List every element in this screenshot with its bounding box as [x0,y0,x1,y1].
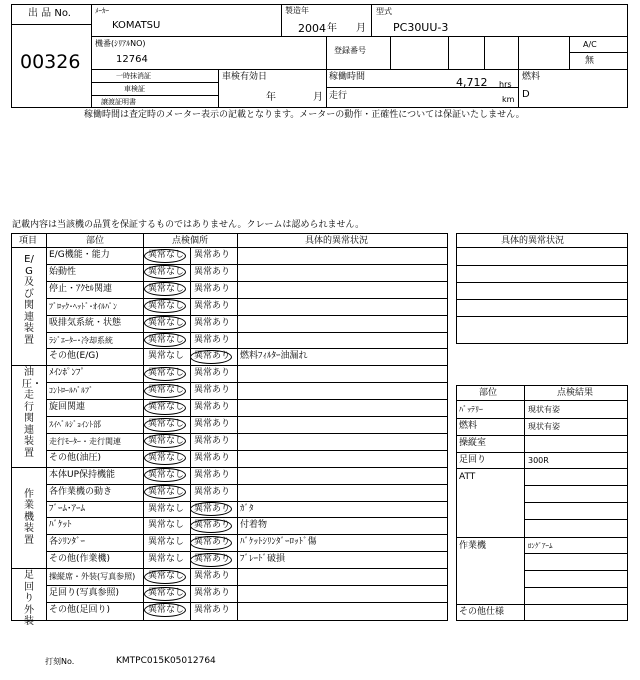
col-detail-header: 具体的異常状況 [305,236,369,246]
ac-value: 無 [585,56,595,66]
ok-option: 異常なし [148,452,185,463]
ng-option: 異常あり [194,435,231,446]
right-row-part: 足回り [459,455,487,465]
group-label: 油圧・走行関連装置 [22,367,42,459]
ng-option: 異常あり [194,554,231,565]
ok-option: 異常なし [148,250,185,260]
ng-option: 異常あり [194,604,231,615]
ng-option: 異常あり [194,266,231,277]
right-detail-header: 具体的異常状況 [501,236,565,246]
col-item-header: 項目 [19,236,38,246]
ng-option: 異常あり [194,283,231,294]
row-part: その他(油圧) [49,452,102,463]
year-value: 2004 [298,22,326,35]
inspection-month-unit: 月 [313,92,323,103]
ok-option: 異常なし [148,571,185,582]
ok-option: 異常なし [148,537,185,548]
selected-circle-mark [190,350,232,364]
ng-option: 異常あり [194,571,231,582]
model-label: 型式 [376,7,392,16]
row-part: 走行ﾓｰﾀｰ・走行関連 [49,436,121,446]
temp-permit-label: 一時抹消証 [116,72,151,80]
row-part: その他(作業機) [49,554,111,565]
ng-option: 異常あり [194,520,231,531]
ok-option: 異常なし [148,300,185,311]
ok-option: 異常なし [148,317,185,328]
right-result-box [456,385,628,621]
row-detail: 燃料ﾌｨﾙﾀｰ油漏れ [240,351,308,362]
other-spec-label: その他仕様 [459,607,505,617]
row-part: E/G機能・能力 [49,250,110,260]
ng-option: 異常あり [194,351,231,362]
row-detail: ﾌﾞﾚｰﾄﾞ破損 [240,554,286,565]
selected-circle-mark [144,587,186,601]
maker-label: ﾒｰｶｰ [95,7,109,15]
ok-option: 異常なし [148,604,185,615]
ng-option: 異常あり [194,452,231,463]
ok-option: 異常なし [148,334,185,345]
ng-option: 異常あり [194,300,231,311]
maker-value: KOMATSU [112,20,161,31]
car-cert-label: 車検証 [124,85,145,93]
model-value: PC30UU-3 [393,21,449,34]
serial-label: 機番(ｼﾘｱﾙNO) [95,39,146,48]
selected-circle-mark [144,249,186,263]
row-part: ｺﾝﾄﾛｰﾙﾊﾞﾙﾌﾞ [49,386,93,396]
inspection-label: 車検有効日 [222,72,268,82]
hours-unit: hrs [499,80,512,89]
fuel-label: 燃料 [522,72,541,82]
row-part: 吸排気系統・状態 [49,317,122,328]
row-part: ﾒｲﾝﾎﾟﾝﾌﾟ [49,368,86,379]
transfer-cert-label: 譲渡証明書 [101,98,136,106]
row-part: ﾌﾞﾛｯｸ･ﾍｯﾄﾞ･ｵｲﾙﾊﾟﾝ [49,301,117,311]
work-attachment-label: 作業機 [459,541,487,551]
row-part: ｽｲﾍﾞﾙｼﾞｮｲﾝﾄ部 [49,420,101,429]
selected-circle-mark [190,519,232,533]
ng-option: 異常あり [194,503,231,514]
right-row-part: 操縦室 [459,438,487,448]
ng-option: 異常あり [194,385,231,396]
ok-option: 異常なし [148,402,185,413]
ng-option: 異常あり [194,588,231,598]
month-unit: 月 [356,23,366,34]
selected-circle-mark [144,316,186,330]
selected-circle-mark [144,401,186,415]
selected-circle-mark [144,570,186,584]
ng-option: 異常あり [194,334,231,345]
group-label: 作業機装置 [24,488,34,546]
row-part: その他(E/G) [49,351,99,362]
ok-option: 異常なし [148,368,185,379]
mileage-label: 走行 [329,91,348,101]
right-col-part-header: 部位 [479,388,498,398]
ok-option: 異常なし [148,419,185,429]
selected-circle-mark [144,367,186,381]
fuel-value: D [522,89,530,100]
ng-option: 異常あり [194,486,231,497]
ok-option: 異常なし [148,351,185,362]
group-label: 足回り外装 [24,570,34,628]
ok-option: 異常なし [148,503,185,514]
row-part: ﾗｼﾞｴｰﾀｰ･冷却系統 [49,335,113,345]
selected-circle-mark [190,502,232,516]
ok-option: 異常なし [148,588,185,598]
ng-option: 異常あり [194,537,231,548]
ok-option: 異常なし [148,266,185,277]
km-unit: km [502,95,515,104]
reg-no-label: 登録番号 [334,46,366,55]
row-part: 各ｼﾘﾝﾀﾞｰ [49,537,86,548]
stamp-number: KMTPC015K05012764 [116,656,216,666]
ng-option: 異常あり [194,317,231,328]
row-part: 始動性 [49,266,77,277]
ng-option: 異常あり [194,368,231,379]
selected-circle-mark [190,536,232,550]
att-label: ATT [459,472,476,482]
hours-label: 稼働時間 [329,72,366,82]
ok-option: 異常なし [148,486,185,497]
row-part: 操縦席・外装(写真参照) [49,572,136,582]
row-part: 足回り(写真参照) [49,588,120,598]
hours-note: 稼働時間は査定時のメーター表示の記載となります。メーターの動作・正確性については保証いたしません。 [84,110,525,120]
right-detail-box [456,233,628,344]
inspection-year-unit: 年 [266,92,276,103]
ng-option: 異常あり [194,402,231,413]
row-part: 停止・ｱｸｾﾙ関連 [49,283,113,294]
year-label: 製造年 [285,6,309,15]
ng-option: 異常あり [194,419,231,429]
row-detail: ﾊﾞｹｯﾄｼﾘﾝﾀﾞｰﾛｯﾄﾞ傷 [240,537,317,548]
row-part: ﾌﾞｰﾑ･ｱｰﾑ [49,503,86,514]
lot-no-label: 出 品 No. [28,8,71,19]
row-part: ﾊﾞｹｯﾄ [49,520,72,531]
lot-no: 00326 [20,51,81,73]
ng-option: 異常あり [194,469,231,480]
row-detail: ｶﾞﾀ [240,503,254,514]
ok-option: 異常なし [148,385,185,396]
serial-value: 12764 [116,54,148,65]
selected-circle-mark [144,485,186,499]
row-detail: 付着物 [240,520,268,531]
group-label: E/G及び関連装置 [24,254,34,346]
selected-circle-mark [144,384,186,398]
hours-value: 4,712 [456,76,488,89]
ac-label: A/C [583,40,597,49]
right-row-part: ﾊﾞｯﾃﾘｰ [459,405,483,414]
row-part: 本体UP保持機能 [49,469,116,480]
row-part: 各作業機の動き [49,486,113,497]
year-unit: 年 [327,23,337,34]
selected-circle-mark [190,553,232,567]
ok-option: 異常なし [148,435,185,446]
selected-circle-mark [144,418,186,432]
row-part: その他(足回り) [49,604,111,615]
ok-option: 異常なし [148,554,185,565]
selected-circle-mark [144,333,186,347]
right-row-result: 300R [528,456,549,465]
row-part: 旋回関連 [49,402,86,413]
col-part-header: 部位 [86,236,105,246]
col-check-header: 点検個所 [172,236,209,246]
right-row-result: 現状有姿 [528,405,560,414]
ok-option: 異常なし [148,469,185,480]
right-row-part: 燃料 [459,421,478,431]
work-attachment-value: ﾛﾝｸﾞｱｰﾑ [528,542,553,550]
disclaimer: 記載内容は当該機の品質を保証するものではありません。クレームは認められません。 [12,220,365,230]
right-row-result: 現状有姿 [528,422,560,431]
stamp-label: 打刻No. [45,657,75,666]
ng-option: 異常あり [194,250,231,260]
right-col-result-header: 点検結果 [557,388,594,398]
ok-option: 異常なし [148,520,185,531]
ok-option: 異常なし [148,283,185,294]
